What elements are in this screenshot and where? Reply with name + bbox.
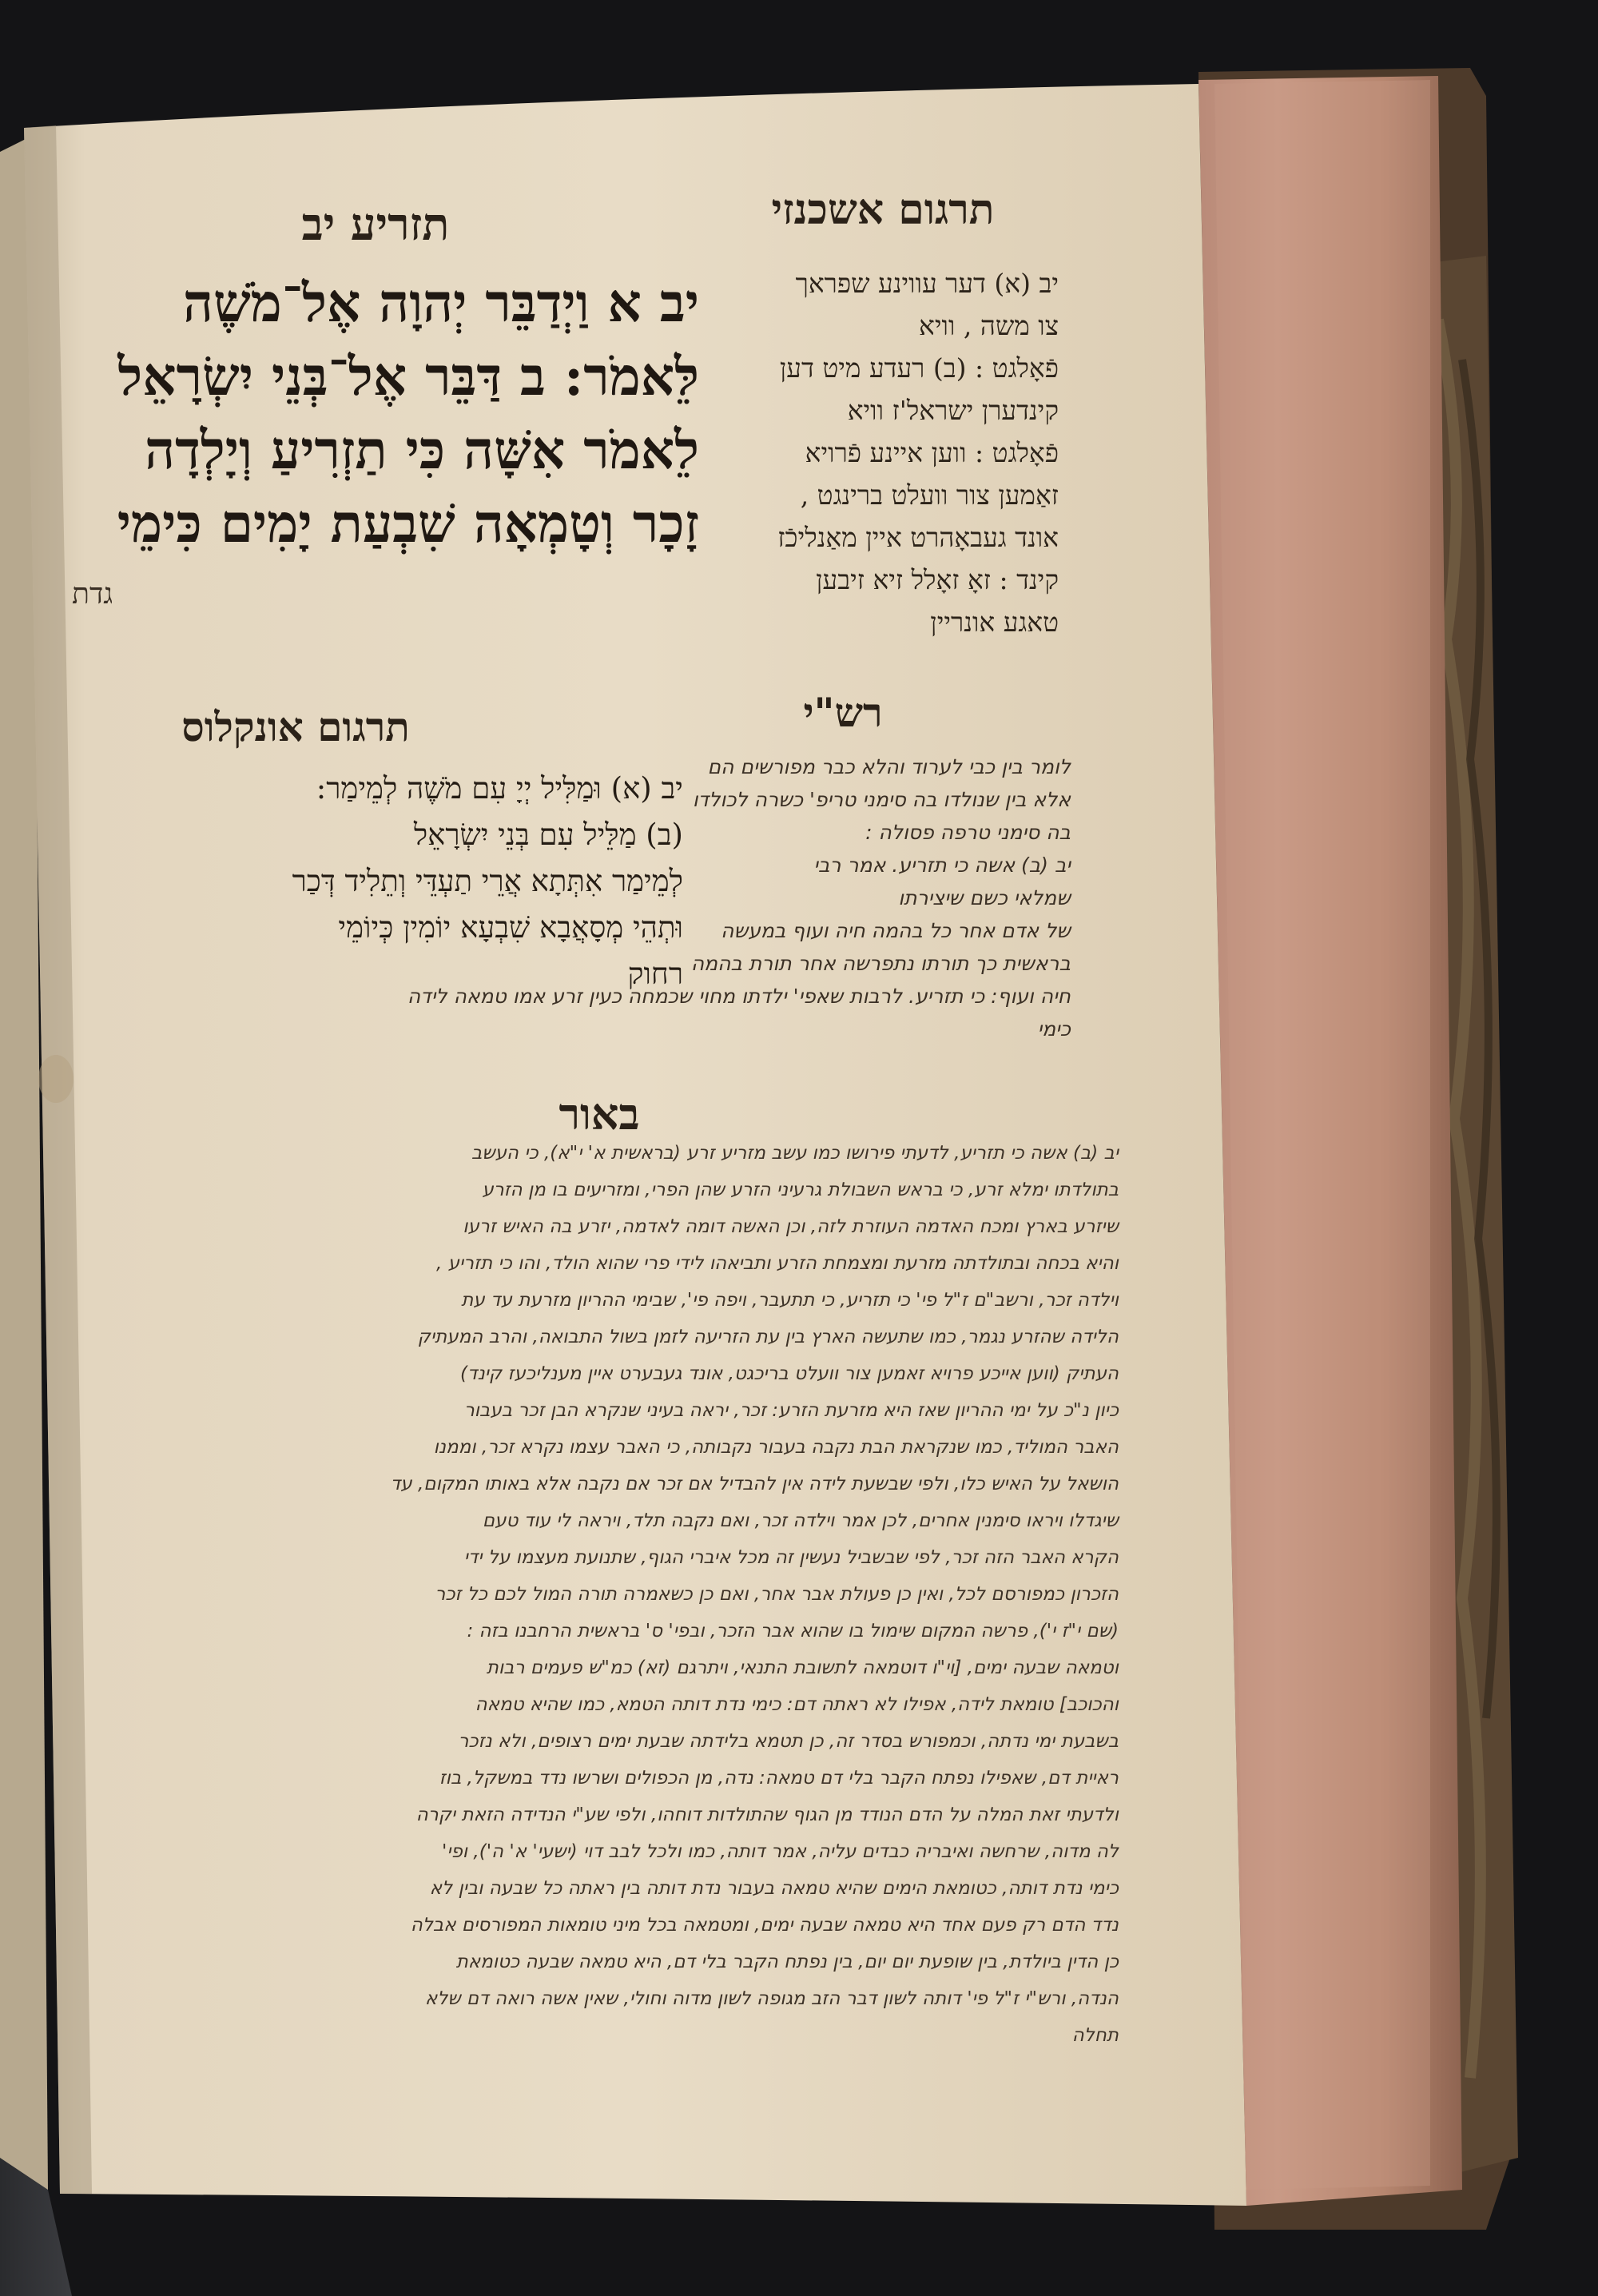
yiddish-line: פֿאָלגט : ווען איינע פֿרויא (805, 437, 1059, 468)
onkelos-line: יב (א) וּמַלִּיל יְיָ עִם מֹשֶׁה לְמֵימַר: (316, 771, 683, 806)
biur-commentary (48, 1143, 1119, 2086)
biur-line: הושאל על האיש כלו, ולפי שבשעת לידה אין להבדיל אם זכר אם נקבה אלא באותו המקום, עד (390, 1474, 1119, 1494)
biur-line: ולדעתי זאת המלה על הדם הנודד מן הגוף שהתולדות דוחהו, ולפי שע"י הנדידה הזאת יקרה (415, 1805, 1119, 1825)
yiddish-line: זאַמען צור וועלט ברינגט , (800, 479, 1059, 511)
rashi-line: בראשית כך תורתו נתפרשה אחר תורת בהמה (690, 952, 1071, 975)
biur-line: בתולדתו ימלא זרע, כי בראש השבולת גרעיני הזרע שהן הפרי, ומזריעים בו מן הזרע (482, 1180, 1119, 1200)
yiddish-line: טאגע אונריין (930, 607, 1059, 638)
header-rashi: רש"י (803, 689, 883, 736)
yiddish-line: קינד : זאָ זאָלל זיא זיבען (816, 564, 1059, 595)
onkelos-line: (ב) מַלֵּיל עִם בְּנֵי יִשְׂרָאֵל (413, 818, 683, 852)
rashi-line: אלא בין שנולדו בה סימני טריפ' כשרה לכולדו (692, 788, 1071, 811)
header-parsha-chapter: תזריע יב (301, 198, 450, 251)
biur-line: האבר המוליד, כמו שנקראת הבת נקבה בעבור נקבותה, כי האבר עצמו נקרא זכר, וממנו (433, 1437, 1119, 1458)
rashi-line: יב (ב) אשה כי תזריע. אמר רבי (813, 854, 1071, 877)
header-targum-onkelos: תרגום אונקלוס (181, 703, 410, 750)
biur-line: (שם י"ז י'), פרשה המקום שימול בו שהוא אבר הזכר, ובפי' ס' בראשית הרחבנו בזה : (467, 1621, 1119, 1641)
header-targum-ashkenazi: תרגום אשכנזי (771, 185, 995, 234)
biur-line: כן הדין ביולדת, בין שופעת יום יום, בין נפתח הקבר בלי דם, היא טמאה שבעה כטומאת (455, 1952, 1119, 1972)
rashi-line: כימי (1037, 1017, 1071, 1041)
header-biur: באור (559, 1088, 640, 1140)
verse-line: לֵאמֹר אִשָּׁה כִּי תַזְרִיעַ וְיָלְדָה (145, 419, 699, 481)
biur-line: שיגדלו ויראו סימנין אחרים, לכן אמר וילדה זכר, ואם נקבה תלד, ויראה לי עוד טעם (482, 1510, 1119, 1531)
biur-line: שיזרע בארץ ומכח האדמה העוזרת לזה, וכן האשה דומה לאדמה, יזרע בה האיש זרעו (463, 1216, 1119, 1237)
biur-line: וטמאה שבעה ימים, [וי"ו דוטמאה לתשובת התנאי, ויתרגם (זא) כמ"ש פעמים רבות (486, 1657, 1119, 1678)
biur-line: לה מדוה, שרחשה ואיבריה כבדים עליה, אמר דותה, כמו ולכל לבב דוי (ישעי' א' ה'), ופי' (442, 1841, 1119, 1862)
verse-line: זָכָר וְטָמְאָה שִׁבְעַת יָמִים כִּימֵי (117, 492, 699, 555)
biur-line: והיא בכחה ובתולדתה מזרעת ומצמחת הזרע ותביאהו לידי פרי שהוא הולד, והו כי תזריע , (435, 1253, 1119, 1274)
verse-catchword: גדת (72, 578, 113, 611)
onkelos-line: רחוק (627, 957, 683, 991)
rashi-line: בה סימני טרפה פסולה : (865, 821, 1071, 844)
biur-line: בשבעת ימי נדתה, וכמפורש בסדר זה, כן תטמא בלידתה שבעת ימים רצופים, ולא נזכר (458, 1731, 1119, 1752)
biur-line: הנדה, ורש"י ז"ל פי' דותה לשון דבר הזב מגופה לשון מדוה וחולי, שאין אשה רואה דם שלא (424, 1988, 1119, 2009)
verse-line: לֵּאמֹר: ב דַּבֵּר אֶל־בְּנֵי יִשְׂרָאֵל (117, 345, 699, 408)
rashi-line: לומר בין כבי לערוד והלא כבר מפורשים הם (707, 755, 1071, 778)
yiddish-line: קינדערן ישראל'ז וויא (847, 395, 1059, 426)
verse-hebrew-text (36, 272, 699, 631)
yiddish-line: פֿאָלגט : (ב) רעדע מיט דען (779, 352, 1059, 384)
biur-line: והכוכב] טומאת לידה, אפילו לא ראתה דם: כימי נדת דותה הטמא, כמו שהיא טמאה (475, 1694, 1119, 1715)
biur-line: הקרא האבר הזה זכר, לפי שבשביל נעשין זה מכל איברי הגוף, שתנועת מעצמו על ידי (463, 1547, 1119, 1568)
onkelos-line: לְמֵימַר אִתְּתָא אֲרֵי תַעְדֵּי וְתֵלִיד דְּכַר (292, 864, 683, 898)
biur-line: כיון נ"כ על ימי ההריון שאז היא מזרעת הזרע: זכר, יראה בעיני שנקרא הבן זכר בעבור (463, 1400, 1119, 1421)
rashi-line: שמלאי כשם שיצירתו (898, 886, 1071, 909)
biur-line: תחלה (1071, 2025, 1119, 2046)
yiddish-translation (699, 268, 1059, 667)
biur-line: וילדה זכר, ורשב"ם ז"ל פי' כי תזריע, כי תתעבר, ויפה פי', שבימי ההריון מזרעת עד עת (461, 1290, 1119, 1311)
onkelos-line: וּתְהֵי מְסָאֲבָא שִׁבְעָא יוֹמִין כְּיוֹמֵי (338, 910, 683, 945)
biur-line: יב (ב) אשה כי תזריע, לדעתי פירושו כמו עשב מזריע זרע (בראשית א' י"א), כי העשב (471, 1143, 1119, 1164)
biur-line: נדד הדם רק פעם אחד היא טמאה שבעה ימים, ומטמאה בכל מיני טומאות המפורסים אבלה (410, 1915, 1119, 1936)
yiddish-line: אונד געבאָהרט איין מאַנליכֿז (777, 522, 1059, 553)
biur-line: העתיק (ווען אייכע פרויא זאמען צור וועלט בריכגט, אונד געבערט איין מענליכעז קינד) (460, 1363, 1119, 1384)
biur-line: ראיית דם, שאפילו נפתח הקבר בלי דם טמאה: נדה, מן הכפולים ושרשו נדד במשקל, בוז (439, 1768, 1119, 1789)
yiddish-line: יב (א) דער עווינע שפראך (795, 268, 1059, 299)
biur-line: הזכרון כמפורסם לכל, ואין כן פעולת אבר אחר, ואם כן כשאמרה תורה המול לכם כל זכר (435, 1584, 1119, 1605)
verse-line: יב א וַיְדַבֵּר יְהוָה אֶל־מֹשֶׁה (182, 272, 699, 334)
biur-line: כימי נדת דותה, כטומאת הימים שהיא טמאה בעבור נדת דותה בין ראתה כל שבעה ובין לא (429, 1878, 1119, 1899)
yiddish-line: צו משה , וויא (919, 310, 1059, 341)
biur-line: הלידה שהזרע נגמר, כמו שתעשה הארץ בין עת הזריעה לזמן בשול התבואה, והרב המעתיק (417, 1327, 1119, 1347)
rashi-line: חיה ועוף: כי תזריע. לרבות שאפי' ילדתו מחוי שכמחה כעין זרע אמו טמאה לידה (407, 985, 1071, 1008)
rashi-line: של אדם אחר כל בהמה חיה ועוף במעשה (721, 919, 1071, 942)
